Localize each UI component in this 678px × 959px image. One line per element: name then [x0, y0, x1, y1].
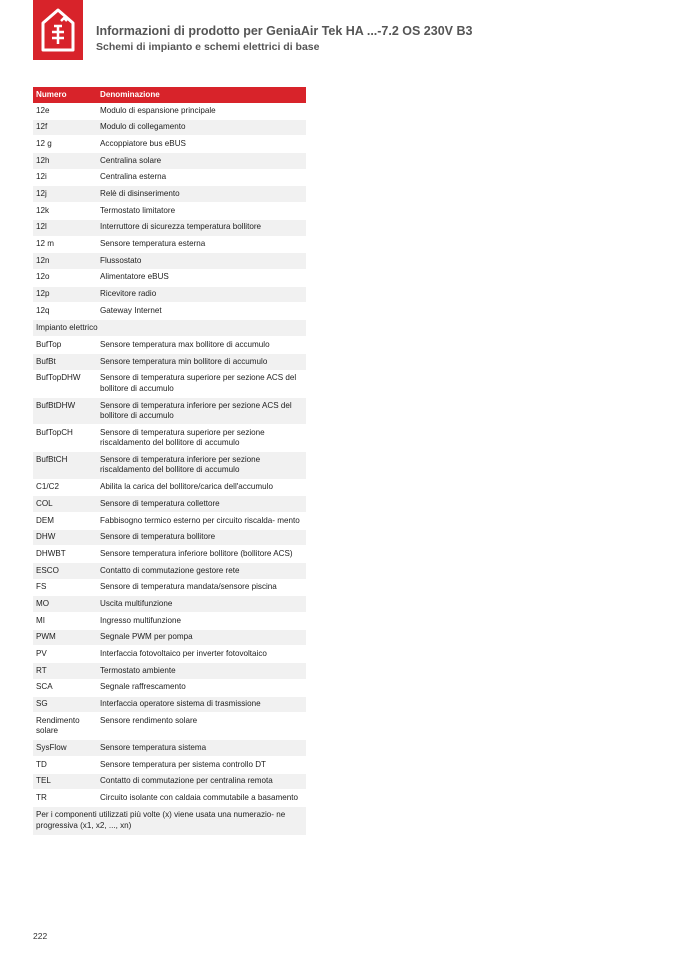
table-row	[33, 773, 306, 790]
page-subtitle: Schemi di impianto e schemi elettrici di base	[96, 41, 320, 53]
table-row	[33, 337, 306, 354]
page-number: 222	[33, 931, 48, 941]
table-row	[33, 236, 306, 253]
table-row	[33, 613, 306, 630]
table-row	[33, 452, 306, 479]
row-code: RT	[33, 663, 97, 680]
table-row	[33, 579, 306, 596]
table-row	[33, 136, 306, 153]
row-code: SCA	[33, 679, 97, 696]
row-name: Contatto di commutazione gestore rete	[97, 563, 306, 580]
section-row	[33, 319, 306, 337]
row-name: Contatto di commutazione per centralina remota	[97, 773, 306, 790]
table-row	[33, 512, 306, 529]
row-code: BufBtCH	[33, 452, 97, 479]
row-name: Ingresso multifunzione	[97, 613, 306, 630]
legend-table	[33, 87, 306, 836]
row-name: Sensore di temperatura inferiore per sezione riscaldamento del bollitore di accumulo	[97, 452, 306, 479]
row-name: Sensore rendimento solare	[97, 713, 306, 740]
footnote-row	[33, 807, 306, 836]
row-code: 12 g	[33, 136, 97, 153]
row-code: DHW	[33, 529, 97, 546]
row-code: COL	[33, 496, 97, 513]
row-name: Alimentatore eBUS	[97, 269, 306, 286]
row-name: Centralina esterna	[97, 169, 306, 186]
row-name: Sensore temperatura per sistema controllo DT	[97, 757, 306, 774]
row-code: 12p	[33, 286, 97, 303]
row-name: Termostato limitatore	[97, 203, 306, 220]
table-row	[33, 425, 306, 452]
table-row	[33, 646, 306, 663]
table-row	[33, 696, 306, 713]
table-row	[33, 398, 306, 425]
table-row	[33, 679, 306, 696]
table-row	[33, 186, 306, 203]
table-row	[33, 303, 306, 320]
row-name: Circuito isolante con caldaia commutabile a basamento	[97, 790, 306, 807]
row-name: Interfaccia fotovoltaico per inverter fotovoltaico	[97, 646, 306, 663]
row-code: 12j	[33, 186, 97, 203]
table-row	[33, 203, 306, 220]
table-row	[33, 269, 306, 286]
table-row	[33, 153, 306, 170]
row-name: Sensore di temperatura superiore per sezione riscaldamento del bollitore di accumulo	[97, 425, 306, 452]
row-code: Rendimento solare	[33, 713, 97, 740]
row-name: Sensore temperatura esterna	[97, 236, 306, 253]
row-code: ESCO	[33, 563, 97, 580]
row-name: Sensore temperatura inferiore bollitore (bollitore ACS)	[97, 546, 306, 563]
row-code: BufTopDHW	[33, 370, 97, 397]
table-row	[33, 790, 306, 807]
row-name: Centralina solare	[97, 153, 306, 170]
row-name: Flussostato	[97, 253, 306, 270]
row-code: 12i	[33, 169, 97, 186]
page-title: Informazioni di prodotto per GeniaAir Tek HA ...-7.2 OS 230V B3	[96, 24, 473, 38]
row-code: BufTop	[33, 337, 97, 354]
row-code: 12n	[33, 253, 97, 270]
table-row	[33, 286, 306, 303]
table-row	[33, 119, 306, 136]
row-name: Modulo di collegamento	[97, 119, 306, 136]
row-code: 12f	[33, 119, 97, 136]
row-code: 12h	[33, 153, 97, 170]
row-name: Ricevitore radio	[97, 286, 306, 303]
row-name: Uscita multifunzione	[97, 596, 306, 613]
row-name: Termostato ambiente	[97, 663, 306, 680]
row-code: TD	[33, 757, 97, 774]
table-row	[33, 354, 306, 371]
row-name: Sensore di temperatura inferiore per sezione ACS del bollitore di accumulo	[97, 398, 306, 425]
row-code: TEL	[33, 773, 97, 790]
row-code: BufBtDHW	[33, 398, 97, 425]
table-row	[33, 757, 306, 774]
table-row	[33, 546, 306, 563]
column-header-number: Numero	[33, 87, 97, 103]
row-code: MO	[33, 596, 97, 613]
row-code: TR	[33, 790, 97, 807]
column-header-name: Denominazione	[97, 87, 306, 103]
row-code: PWM	[33, 629, 97, 646]
row-code: SysFlow	[33, 740, 97, 757]
table-row	[33, 479, 306, 496]
row-name: Segnale raffrescamento	[97, 679, 306, 696]
row-name: Accoppiatore bus eBUS	[97, 136, 306, 153]
row-name: Sensore di temperatura mandata/sensore piscina	[97, 579, 306, 596]
table-row	[33, 596, 306, 613]
row-name: Abilita la carica del bollitore/carica dell'accumulo	[97, 479, 306, 496]
row-name: Sensore di temperatura bollitore	[97, 529, 306, 546]
row-name: Sensore temperatura max bollitore di accumulo	[97, 337, 306, 354]
row-code: 12o	[33, 269, 97, 286]
table-row	[33, 713, 306, 740]
row-code: 12q	[33, 303, 97, 320]
table-row	[33, 496, 306, 513]
row-code: C1/C2	[33, 479, 97, 496]
row-code: BufTopCH	[33, 425, 97, 452]
row-name: Interruttore di sicurezza temperatura bollitore	[97, 219, 306, 236]
row-name: Sensore di temperatura collettore	[97, 496, 306, 513]
row-code: MI	[33, 613, 97, 630]
table-footnote: Per i componenti utilizzati più volte (x) viene usata una numerazio- ne progressiva (x1, x2, ..., xn)	[33, 807, 306, 836]
table-row	[33, 529, 306, 546]
table-row	[33, 740, 306, 757]
row-name: Sensore temperatura sistema	[97, 740, 306, 757]
row-code: DEM	[33, 512, 97, 529]
table-row	[33, 563, 306, 580]
row-name: Sensore temperatura min bollitore di accumulo	[97, 354, 306, 371]
row-code: FS	[33, 579, 97, 596]
row-name: Gateway Internet	[97, 303, 306, 320]
table-row	[33, 169, 306, 186]
brand-logo	[33, 0, 83, 60]
section-label: Impianto elettrico	[33, 319, 306, 337]
table-row	[33, 370, 306, 397]
row-code: 12l	[33, 219, 97, 236]
row-name: Relè di disinserimento	[97, 186, 306, 203]
row-name: Segnale PWM per pompa	[97, 629, 306, 646]
row-code: 12k	[33, 203, 97, 220]
row-code: DHWBT	[33, 546, 97, 563]
table-header-row	[33, 87, 306, 103]
table-row	[33, 253, 306, 270]
table-row	[33, 629, 306, 646]
row-name: Interfaccia operatore sistema di trasmissione	[97, 696, 306, 713]
table-row	[33, 219, 306, 236]
row-name: Sensore di temperatura superiore per sezione ACS del bollitore di accumulo	[97, 370, 306, 397]
row-code: 12 m	[33, 236, 97, 253]
row-code: BufBt	[33, 354, 97, 371]
row-name: Modulo di espansione principale	[97, 103, 306, 119]
table-row	[33, 103, 306, 119]
row-name: Fabbisogno termico esterno per circuito riscalda- mento	[97, 512, 306, 529]
table-row	[33, 663, 306, 680]
row-code: PV	[33, 646, 97, 663]
house-heat-pump-icon	[33, 0, 83, 60]
row-code: 12e	[33, 103, 97, 119]
row-code: SG	[33, 696, 97, 713]
